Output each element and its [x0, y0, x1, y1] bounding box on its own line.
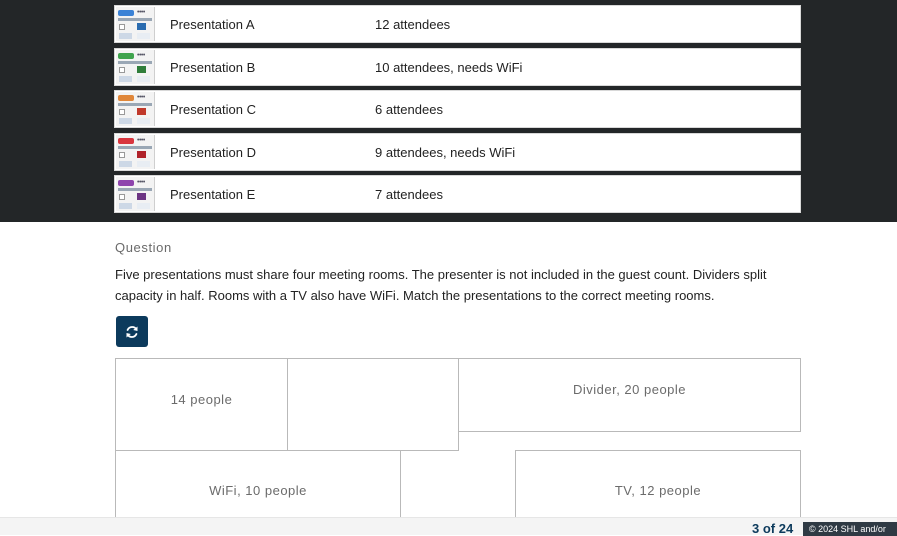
copyright-notice: © 2024 SHL and/or [803, 522, 897, 536]
room-wifi-10-dropzone[interactable] [115, 450, 401, 520]
page-count: 3 of 24 [752, 521, 794, 536]
room-label: WiFi, 10 people [209, 483, 307, 498]
presentation-thumbnail-icon: •••• [116, 7, 155, 41]
room-14-people-dropzone[interactable] [115, 358, 288, 451]
presentation-attendees: 12 attendees [375, 16, 451, 32]
presentation-attendees: 10 attendees, needs WiFi [375, 59, 523, 75]
room-label: TV, 12 people [614, 483, 702, 498]
presentation-d-card[interactable] [114, 133, 801, 171]
presentation-thumbnail-icon: •••• [116, 50, 155, 84]
presentation-thumbnail-icon: •••• [116, 92, 155, 126]
room-blank-dropzone[interactable] [287, 358, 459, 451]
presentation-attendees: 7 attendees [375, 186, 443, 202]
room-divider-20-dropzone[interactable] [458, 358, 801, 432]
question-label: Question [115, 240, 172, 255]
reset-button[interactable] [116, 316, 148, 347]
presentation-a-card[interactable] [114, 5, 801, 43]
presentation-name: Presentation D [170, 144, 256, 160]
presentation-name: Presentation A [170, 16, 255, 32]
presentation-name: Presentation E [170, 186, 256, 202]
presentation-thumbnail-icon: •••• [116, 135, 155, 169]
presentation-c-card[interactable] [114, 90, 801, 128]
presentations-panel [0, 0, 897, 222]
presentation-name: Presentation B [170, 59, 256, 75]
presentation-attendees: 6 attendees [375, 101, 443, 117]
room-label: 14 people [170, 392, 233, 407]
room-label: Divider, 20 people [572, 382, 687, 397]
presentation-attendees: 9 attendees, needs WiFi [375, 144, 516, 160]
presentation-thumbnail-icon: •••• [116, 177, 155, 211]
presentation-b-card[interactable] [114, 48, 801, 86]
presentation-name: Presentation C [170, 101, 256, 117]
room-tv-12-dropzone[interactable] [515, 450, 801, 520]
presentation-e-card[interactable] [114, 175, 801, 213]
question-text: Five presentations must share four meeting rooms. The presenter is not included in the guest count. Dividers split capacity in half. Rooms with a TV also have WiFi. Match the presentations to the correct meeting rooms. [115, 267, 767, 303]
refresh-icon [124, 324, 140, 340]
